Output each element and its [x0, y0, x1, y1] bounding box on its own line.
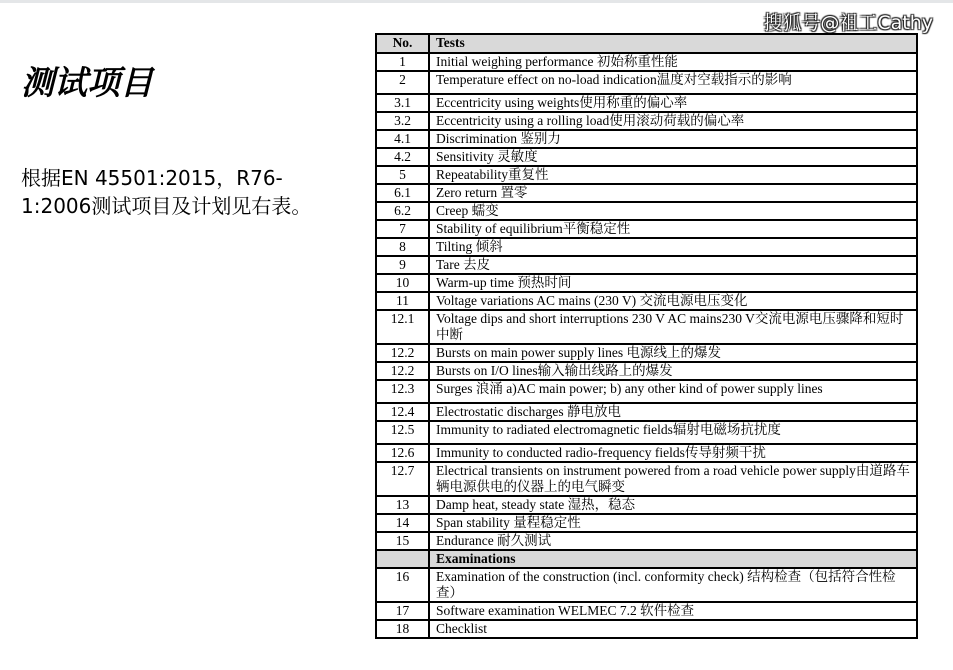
table-row: [376, 462, 917, 496]
cell-no: 12.6: [376, 444, 429, 462]
cell-no: 12.2: [376, 362, 429, 380]
cell-no: 5: [376, 166, 429, 184]
table-row: [376, 403, 917, 421]
cell-no: 12.1: [376, 310, 429, 344]
top-bar: [0, 0, 953, 3]
cell-test: Zero return 置零: [429, 184, 917, 202]
cell-test: Initial weighing performance 初始称重性能: [429, 53, 917, 71]
cell-no: 12.2: [376, 344, 429, 362]
cell-test: Software examination WELMEC 7.2 软件检查: [429, 602, 917, 620]
cell-no: 10: [376, 274, 429, 292]
cell-test: Stability of equilibrium平衡稳定性: [429, 220, 917, 238]
cell-no: 11: [376, 292, 429, 310]
table-row: [376, 444, 917, 462]
cell-test: Damp heat, steady state 湿热，稳态: [429, 496, 917, 514]
table-row: [376, 256, 917, 274]
watermark: 搜狐号@祖工Cathy: [763, 12, 933, 34]
cell-no: [376, 550, 429, 568]
cell-test: Voltage dips and short interruptions 230 V AC mains230 V交流电源电压骤降和短时中断: [429, 310, 917, 344]
table-row: [376, 514, 917, 532]
cell-test: Checklist: [429, 620, 917, 638]
table-row: [376, 532, 917, 550]
cell-test: Surges 浪涌 a)AC main power; b) any other kind of power supply lines: [429, 380, 917, 403]
cell-test: Bursts on I/O lines输入输出线路上的爆发: [429, 362, 917, 380]
cell-no: 12.7: [376, 462, 429, 496]
table-row: [376, 148, 917, 166]
cell-no: 12.4: [376, 403, 429, 421]
table-row: [376, 166, 917, 184]
table-row: [376, 602, 917, 620]
cell-test: Examination of the construction (incl. conformity check) 结构检查（包括符合性检查）: [429, 568, 917, 602]
cell-test: Immunity to conducted radio-frequency fields传导射频干扰: [429, 444, 917, 462]
cell-no: 13: [376, 496, 429, 514]
table-row: [376, 310, 917, 344]
table-row: [376, 344, 917, 362]
table-row: [376, 620, 917, 638]
table-row: [376, 362, 917, 380]
cell-no: 7: [376, 220, 429, 238]
cell-no: 4.1: [376, 130, 429, 148]
cell-no: 16: [376, 568, 429, 602]
column-header-tests: Tests: [429, 34, 917, 53]
cell-no: 17: [376, 602, 429, 620]
cell-test: Tare 去皮: [429, 256, 917, 274]
cell-test: Temperature effect on no-load indication温度对空载指示的影响: [429, 71, 917, 94]
table-row: [376, 71, 917, 94]
cell-no: 1: [376, 53, 429, 71]
cell-test: Immunity to radiated electromagnetic fields辐射电磁场抗扰度: [429, 421, 917, 444]
cell-test: Discrimination 鉴别力: [429, 130, 917, 148]
table-row: [376, 220, 917, 238]
cell-no: 18: [376, 620, 429, 638]
cell-test: Warm-up time 预热时间: [429, 274, 917, 292]
column-header-no: No.: [376, 34, 429, 53]
table-row: [376, 94, 917, 112]
cell-no: 6.2: [376, 202, 429, 220]
page-description: 根据EN 45501:2015，R76-1:2006测试项目及计划见右表。: [21, 166, 312, 218]
cell-no: 2: [376, 71, 429, 94]
page-title: 测试项目: [21, 63, 153, 102]
cell-test: Repeatability重复性: [429, 166, 917, 184]
cell-test: Bursts on main power supply lines 电源线上的爆发: [429, 344, 917, 362]
cell-test: Tilting 倾斜: [429, 238, 917, 256]
table-row: [376, 112, 917, 130]
cell-test: Electrostatic discharges 静电放电: [429, 403, 917, 421]
cell-test: Eccentricity using a rolling load使用滚动荷载的偏心率: [429, 112, 917, 130]
cell-no: 8: [376, 238, 429, 256]
table-row: [376, 202, 917, 220]
cell-no: 15: [376, 532, 429, 550]
cell-no: 3.1: [376, 94, 429, 112]
cell-test: Eccentricity using weights使用称重的偏心率: [429, 94, 917, 112]
table-row: [376, 238, 917, 256]
table-row: [376, 496, 917, 514]
table-row: [376, 53, 917, 71]
cell-test: Electrical transients on instrument powered from a road vehicle power supply由道路车辆电源供电的仪器上的电气瞬变: [429, 462, 917, 496]
section-label: Examinations: [429, 550, 917, 568]
table-row: [376, 130, 917, 148]
table-row: [376, 421, 917, 444]
cell-no: 6.1: [376, 184, 429, 202]
table-row: [376, 380, 917, 403]
cell-no: 14: [376, 514, 429, 532]
table-row: [376, 184, 917, 202]
table-header-row: [376, 34, 917, 53]
section-row-examinations: [376, 550, 917, 568]
cell-test: Creep 蠕变: [429, 202, 917, 220]
cell-test: Span stability 量程稳定性: [429, 514, 917, 532]
cell-no: 12.3: [376, 380, 429, 403]
table-row: [376, 292, 917, 310]
cell-no: 9: [376, 256, 429, 274]
cell-test: Endurance 耐久测试: [429, 532, 917, 550]
cell-no: 4.2: [376, 148, 429, 166]
cell-no: 12.5: [376, 421, 429, 444]
table-row: [376, 568, 917, 602]
table-row: [376, 274, 917, 292]
cell-test: Voltage variations AC mains (230 V) 交流电源电压变化: [429, 292, 917, 310]
tests-table: [375, 33, 918, 639]
cell-test: Sensitivity 灵敏度: [429, 148, 917, 166]
cell-no: 3.2: [376, 112, 429, 130]
